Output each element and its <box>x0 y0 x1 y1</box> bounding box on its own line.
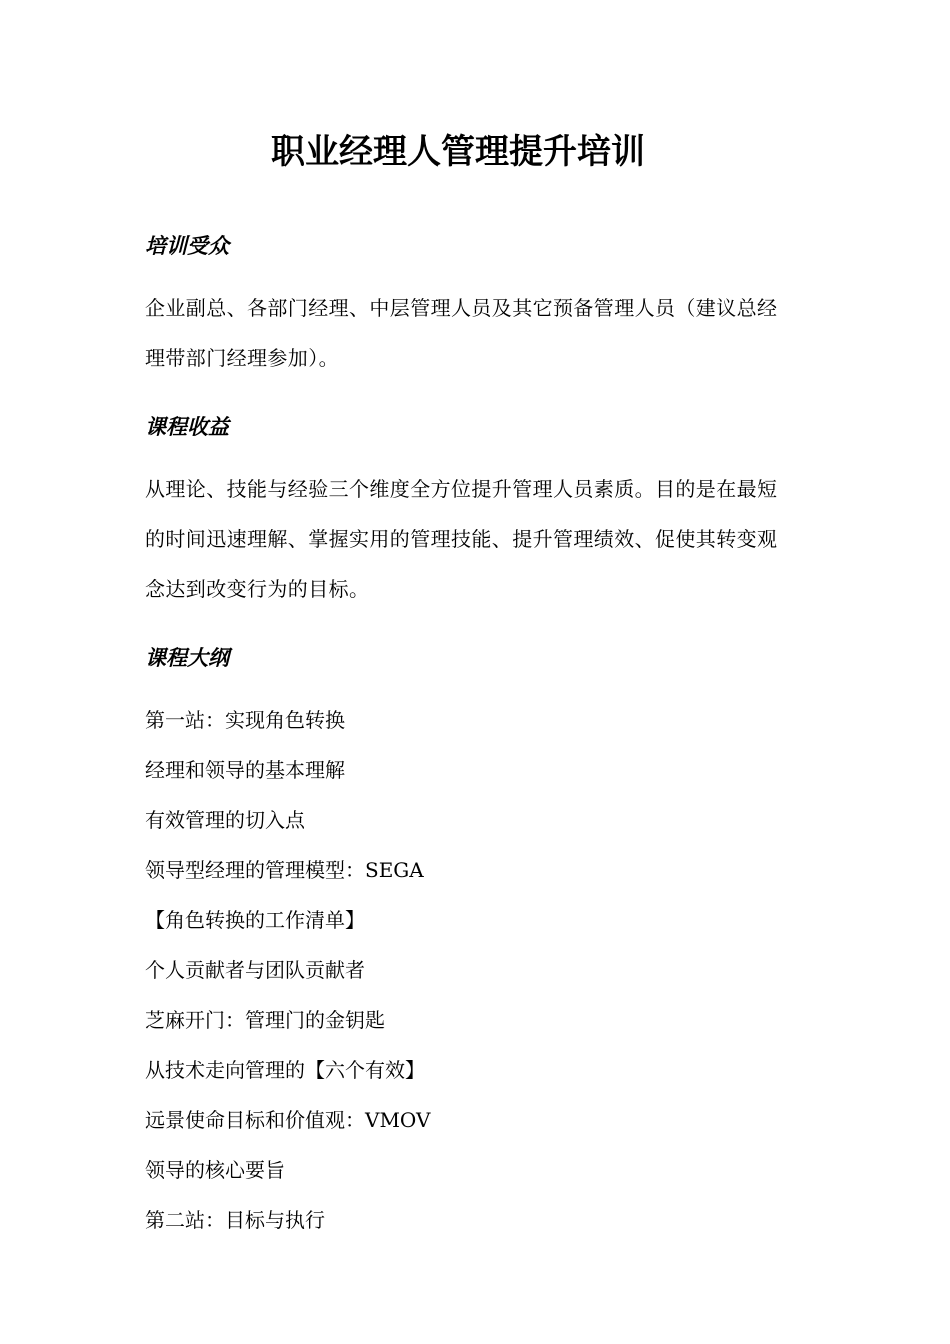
audience-text: 企业副总、各部门经理、中层管理人员及其它预备管理人员（建议总经理带部门经理参加）。 <box>145 296 778 370</box>
outline-item: 【角色转换的工作清单】 <box>145 908 365 932</box>
outline-list <box>145 695 805 1245</box>
outline-item: 经理和领导的基本理解 <box>145 758 345 782</box>
section-heading-benefits: 课程收益 <box>145 415 229 439</box>
outline-item: 个人贡献者与团队贡献者 <box>145 958 365 982</box>
section-heading-audience: 培训受众 <box>145 234 229 258</box>
outline-item: 远景使命目标和价值观：VMOV <box>145 1108 431 1132</box>
outline-item: 第一站：实现角色转换 <box>145 708 345 732</box>
spacer <box>145 683 805 695</box>
section-audience <box>145 221 805 383</box>
outline-item: 第二站：目标与执行 <box>145 1208 325 1232</box>
outline-item: 芝麻开门：管理门的金钥匙 <box>145 1008 385 1032</box>
outline-item: 从技术走向管理的【六个有效】 <box>145 1058 425 1082</box>
spacer <box>145 383 805 402</box>
spacer <box>145 452 805 464</box>
spacer <box>145 271 805 283</box>
outline-item: 有效管理的切入点 <box>145 808 305 832</box>
spacer <box>145 614 805 633</box>
document-body <box>145 221 805 1245</box>
section-benefits <box>145 402 805 614</box>
document-title: 职业经理人管理提升培训 <box>271 132 645 172</box>
section-outline <box>145 633 805 1245</box>
outline-item: 领导的核心要旨 <box>145 1158 285 1182</box>
benefits-text: 从理论、技能与经验三个维度全方位提升管理人员素质。目的是在最短的时间迅速理解、掌握实用的管理技能、提升管理绩效、促使其转变观念达到改变行为的目标。 <box>145 477 778 601</box>
section-heading-outline: 课程大纲 <box>145 646 229 670</box>
outline-item: 领导型经理的管理模型：SEGA <box>145 858 424 882</box>
